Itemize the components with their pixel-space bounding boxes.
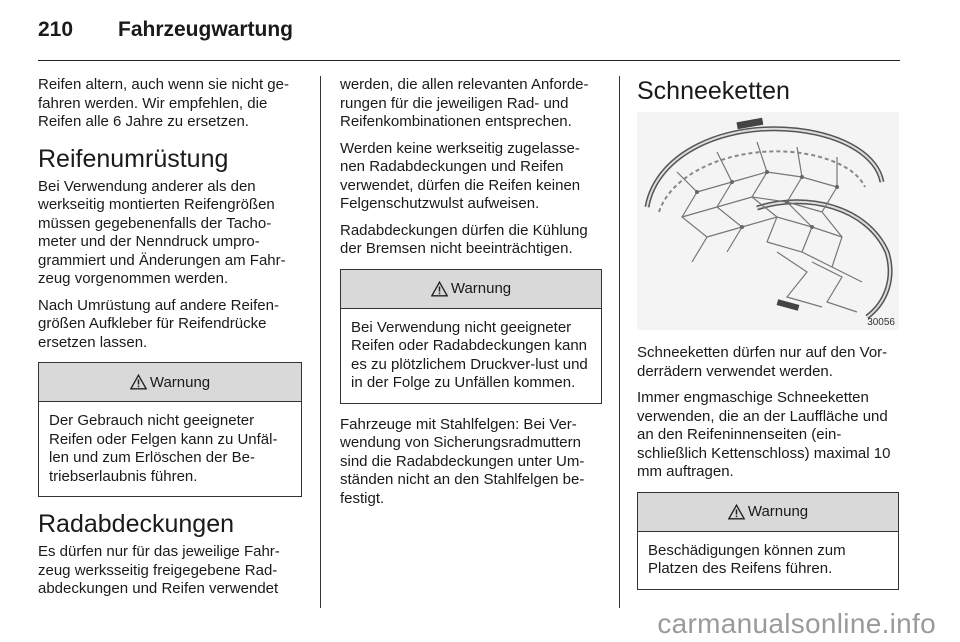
paragraph: werden, die allen relevanten Anforde-rungen für die jeweiligen Rad- und Reifenkombinationen entsprechen. — [340, 76, 589, 130]
section-title-schneeketten: Schneeketten — [637, 77, 790, 105]
section-title-reifenumruestung: Reifenumrüstung — [38, 144, 229, 173]
paragraph: Es dürfen nur für das jeweilige Fahr-zeug werksseitig freigegebene Rad-abdeckungen und Reifen verwendet — [38, 543, 280, 597]
warning-label: Warnung — [149, 373, 211, 391]
warning-header — [341, 270, 601, 309]
column-3 — [637, 76, 899, 602]
warning-text: Bei Verwendung nicht geeigneter Reifen oder Radabdeckungen kann es zu plötzlichem Druckver-lust und in der Folge zu Unfällen kommen. — [351, 318, 588, 391]
chapter-title: Fahrzeugwartung — [118, 18, 294, 41]
warning-triangle-icon — [728, 504, 745, 520]
page-number: 210 — [38, 18, 74, 41]
intro-paragraph: Reifen altern, auch wenn sie nicht ge-fahren werden. Wir empfehlen, die Reifen alle 6 Jahre zu ersetzen. — [38, 76, 289, 130]
warning-box — [38, 362, 302, 497]
section-title-radabdeckungen: Radabdeckungen — [38, 510, 234, 538]
paragraph: Nach Umrüstung auf andere Reifen-größen Aufkleber für Reifendrücke ersetzen lassen. — [38, 296, 279, 351]
warning-box — [340, 269, 602, 404]
paragraph: Werden keine werkseitig zugelasse-nen Radabdeckungen und Reifen verwendet, dürfen die Reifen keinen Felgenschutzwulst aufweisen. — [340, 139, 581, 212]
page-header — [38, 18, 293, 48]
header-divider — [38, 60, 900, 61]
warning-triangle-icon — [431, 281, 448, 297]
warning-triangle-icon — [130, 374, 147, 390]
column-divider-2 — [619, 76, 620, 608]
paragraph: Schneeketten dürfen nur auf den Vor-derrädern verwendet werden. — [637, 344, 888, 380]
watermark: carmanualsonline.info — [657, 608, 936, 639]
column-1 — [38, 76, 302, 607]
warning-header — [638, 493, 898, 532]
snow-chain-drawing — [637, 112, 899, 330]
paragraph: Fahrzeuge mit Stahlfelgen: Bei Ver-wendung von Sicherungsradmuttern sind die Radabdeckungen unter Um-ständen nicht an den Stahlfelgen be-festigt. — [340, 415, 585, 507]
figure-number: 30056 — [867, 317, 895, 328]
snow-chain-illustration — [637, 112, 899, 330]
warning-box — [637, 492, 899, 590]
paragraph: Radabdeckungen dürfen die Kühlung der Bremsen nicht beeinträchtigen. — [340, 221, 588, 257]
warning-text: Der Gebrauch nicht geeigneter Reifen oder Felgen kann zu Unfäl-len und zum Erlöschen der Be-triebserlaubnis führen. — [49, 412, 278, 485]
column-divider-1 — [320, 76, 321, 608]
warning-text: Beschädigungen können zum Platzen des Reifens führen. — [648, 541, 846, 577]
paragraph: Bei Verwendung anderer als den werkseitig montierten Reifengrößen müssen gegebenenfalls der Tacho-meter und der Nenndruck umpro-grammiert und Änderungen am Fahr-zeug vorgenommen werden. — [38, 177, 286, 287]
column-2 — [340, 76, 602, 516]
warning-header — [39, 363, 301, 402]
paragraph: Immer engmaschige Schneeketten verwenden, die an der Lauffläche und an den Reifeninnenseiten (ein-schließlich Kettenschloss) maximal 10 mm auftragen. — [637, 389, 891, 480]
warning-label: Warnung — [747, 503, 809, 520]
warning-label: Warnung — [450, 280, 512, 297]
